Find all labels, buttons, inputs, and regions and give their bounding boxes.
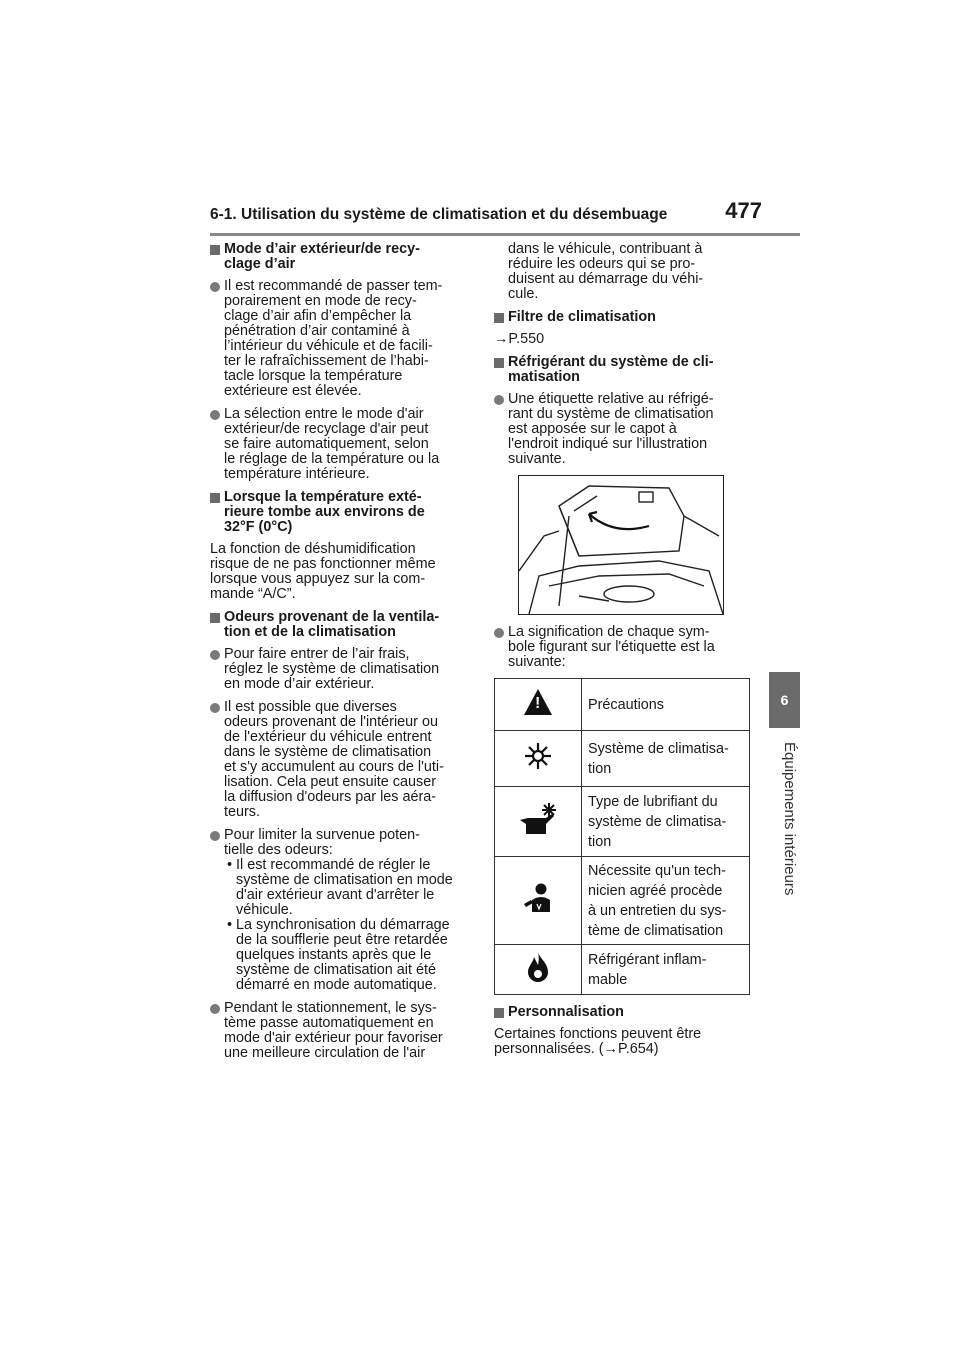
bullet-paragraph: La signification de chaque sym- bole figurant sur l'étiquette est la suivante: bbox=[494, 625, 752, 670]
sub-bullet: • La synchronisation du démarrage de la soufflerie peut être retardée quelques instants après que le système de climatisation ait été démarré en mode automatique. bbox=[227, 917, 450, 993]
bullet-paragraph: Pour faire entrer de l’air frais, réglez le système de climatisation en mode d’air extérieur. bbox=[210, 647, 468, 692]
square-bullet-icon bbox=[494, 1008, 504, 1018]
flame-icon bbox=[495, 945, 582, 995]
page-reference: →P.550 bbox=[494, 331, 545, 347]
sub-bullet: • Il est recommandé de régler le système de climatisation en mode d'air extérieur avant d'arrêter le véhicule. bbox=[227, 857, 453, 918]
table-row: Nécessite qu'un tech- nicien agréé procède à un entretien du sys- tème de climatisation bbox=[495, 857, 750, 945]
bullet-paragraph: Une étiquette relative au réfrigé- rant du système de climatisation est apposée sur le capot à l'endroit indiqué sur l'illustration suivante. bbox=[494, 392, 752, 467]
chapter-tab: 6 bbox=[769, 672, 800, 728]
square-bullet-icon bbox=[210, 493, 220, 503]
warning-triangle-icon: ! bbox=[495, 679, 582, 731]
round-bullet-icon bbox=[210, 410, 220, 420]
bullet-paragraph: Il est recommandé de passer tem- porairement en mode de recy- clage d’air afin d’empêcher la pénétration d’air contaminé à l’intérieur du véhicule et de facili- ter le rafraîchissement de l’habi- tacle lorsque la température extérieure est élevée. bbox=[210, 279, 468, 399]
paragraph: Certaines fonctions peuvent être personnalisées. (→P.654) bbox=[494, 1026, 702, 1057]
hood-label-illustration bbox=[518, 475, 724, 615]
heading-refrigerant: Réfrigérant du système de cli- matisation bbox=[494, 355, 752, 385]
square-bullet-icon bbox=[494, 358, 504, 368]
bullet-paragraph: Pour limiter la survenue poten- tielle des odeurs: • Il est recommandé de régler le système de climatisation en mode d'air extérieur avant d'arrêter le véhicule. • La synchronisation du démarrage de la soufflerie peut être retardée quelques instants après que le système de climatisation ait été démarré en mode automatique. bbox=[210, 828, 468, 993]
paragraph-continued: dans le véhicule, contribuant à réduire les odeurs qui se pro- duisent au démarrage du véhi- cule. bbox=[508, 241, 704, 302]
left-column bbox=[210, 242, 468, 1069]
section-title: 6-1. Utilisation du système de climatisation et du désembuage bbox=[210, 206, 668, 223]
technician-icon bbox=[495, 857, 582, 945]
table-row: Type de lubrifiant du système de climatisa- tion bbox=[495, 787, 750, 857]
table-row: Réfrigérant inflam- mable bbox=[495, 945, 750, 995]
oil-can-snowflake-icon bbox=[495, 787, 582, 857]
square-bullet-icon bbox=[494, 313, 504, 323]
table-row: Système de climatisa- tion bbox=[495, 731, 750, 787]
heading-odors: Odeurs provenant de la ventila- tion et de la climatisation bbox=[210, 610, 468, 640]
snowflake-icon bbox=[495, 731, 582, 787]
page-number: 477 bbox=[725, 198, 762, 223]
bullet-paragraph: La sélection entre le mode d'air extérieur/de recyclage d'air peut se faire automatiquement, selon le réglage de la température ou la température intérieure. bbox=[210, 407, 468, 482]
bullet-paragraph: Il est possible que diverses odeurs provenant de l'intérieur ou de l'extérieur du véhicule entrent dans le système de climatisation et s'y accumulent au cours de l'uti- lisation. Cela peut ensuite causer la diffusion d'odeurs par les aéra- teurs. bbox=[210, 700, 468, 820]
right-column bbox=[494, 242, 752, 1065]
round-bullet-icon bbox=[210, 831, 220, 841]
paragraph: La fonction de déshumidification risque de ne pas fonctionner même lorsque vous appuyez sur la com- mande “A/C”. bbox=[210, 541, 436, 602]
heading-customization: Personnalisation bbox=[494, 1005, 752, 1020]
heading-ac-filter: Filtre de climatisation bbox=[494, 310, 752, 325]
round-bullet-icon bbox=[210, 1004, 220, 1014]
table-row: ! Précautions bbox=[495, 679, 750, 731]
heading-air-mode: Mode d’air extérieur/de recy- clage d’air bbox=[210, 242, 468, 272]
round-bullet-icon bbox=[210, 703, 220, 713]
round-bullet-icon bbox=[210, 650, 220, 660]
page-header bbox=[210, 198, 762, 232]
round-bullet-icon bbox=[210, 282, 220, 292]
round-bullet-icon bbox=[494, 395, 504, 405]
heading-low-temperature: Lorsque la température exté- rieure tombe aux environs de 32°F (0°C) bbox=[210, 490, 468, 535]
chapter-title: Équipements intérieurs bbox=[781, 742, 798, 896]
symbol-table bbox=[494, 678, 750, 995]
round-bullet-icon bbox=[494, 628, 504, 638]
square-bullet-icon bbox=[210, 613, 220, 623]
header-divider bbox=[210, 233, 800, 236]
bullet-paragraph: Pendant le stationnement, le sys- tème passe automatiquement en mode d'air extérieur pour favoriser une meilleure circulation de l'air bbox=[210, 1001, 468, 1061]
square-bullet-icon bbox=[210, 245, 220, 255]
car-hood-icon bbox=[519, 476, 723, 614]
